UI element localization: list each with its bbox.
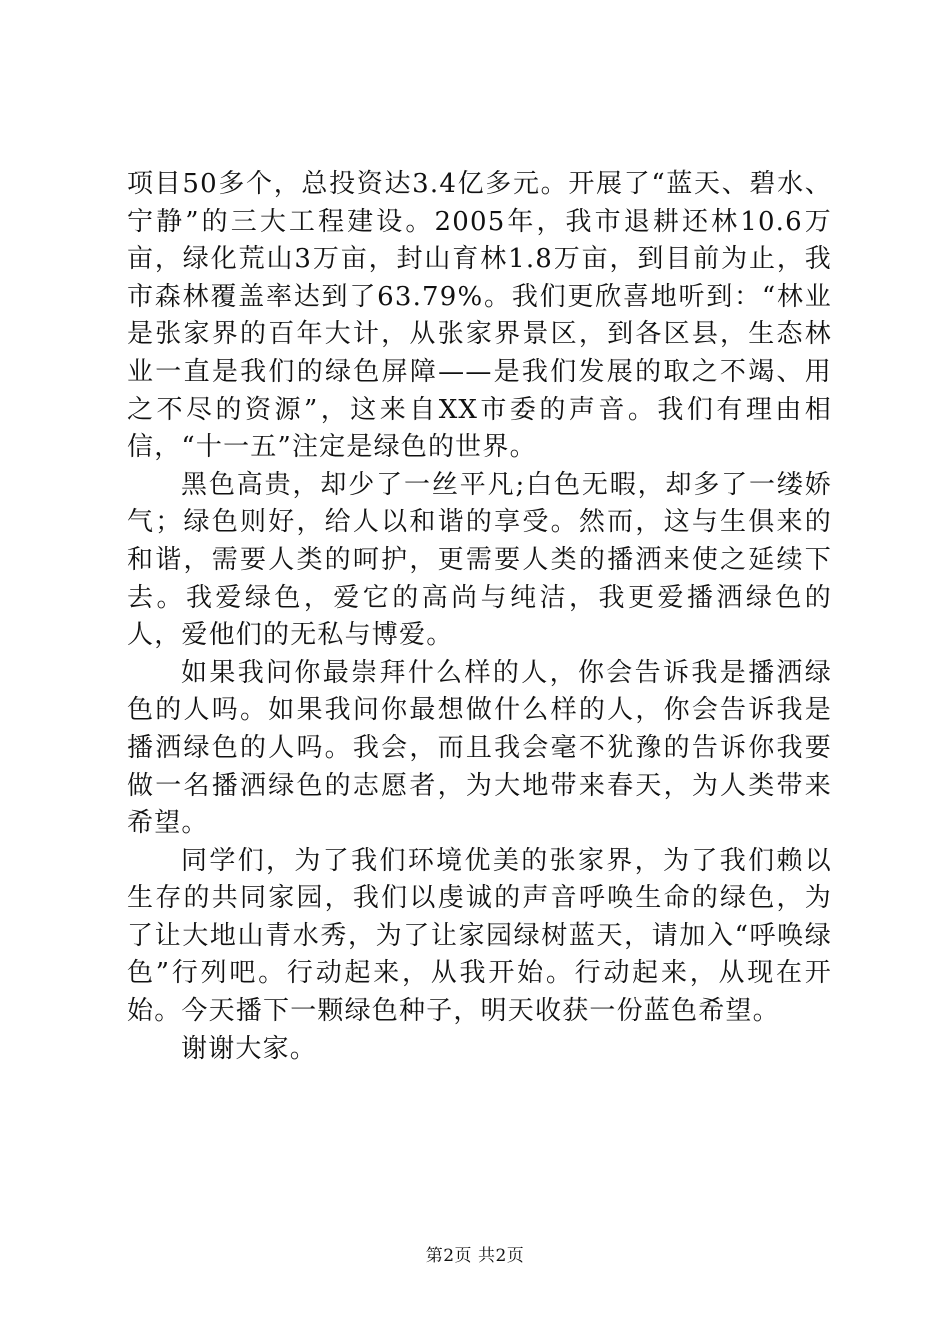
paragraph-3: 如果我问你最崇拜什么样的人，你会告诉我是播洒绿色的人吗。如果我问你最想做什么样的人，你会告诉我是播洒绿色的人吗。我会，而且我会毫不犹豫的告诉你我要做一名播洒绿色的志愿者，为大地带来春天，为人类带来希望。 bbox=[127, 657, 832, 839]
paragraph-2: 黑色高贵，却少了一丝平凡;白色无暇，却多了一缕娇气；绿色则好，给人以和谐的享受。然而，这与生俱来的和谐，需要人类的呵护，更需要人类的播洒来使之延续下去。我爱绿色，爱它的高尚与纯洁，我更爱播洒绿色的人，爱他们的无私与博爱。 bbox=[127, 469, 832, 651]
paragraph-1: 项目50多个，总投资达3.4亿多元。开展了“蓝天、碧水、宁静”的三大工程建设。2005年，我市退耕还林10.6万亩，绿化荒山3万亩，封山育林1.8万亩，到目前为止，我市森林覆盖率达到了63.79%。我们更欣喜地听到：“林业是张家界的百年大计，从张家界景区，到各区县，生态林业一直是我们的绿色屏障——是我们发展的取之不竭、用之不尽的资源”，这来自XX市委的声音。我们有理由相信，“十一五”注定是绿色的世界。 bbox=[127, 169, 832, 463]
document-body bbox=[127, 166, 832, 1068]
page-footer: 第2页 共2页 bbox=[425, 1246, 525, 1266]
paragraph-closing: 谢谢大家。 bbox=[181, 1033, 318, 1064]
paragraph-4: 同学们，为了我们环境优美的张家界，为了我们赖以生存的共同家园，我们以虔诚的声音呼唤生命的绿色，为了让大地山青水秀，为了让家园绿树蓝天，请加入“呼唤绿色”行列吧。行动起来，从我开始。行动起来，从现在开始。今天播下一颗绿色种子，明天收获一份蓝色希望。 bbox=[127, 845, 832, 1027]
